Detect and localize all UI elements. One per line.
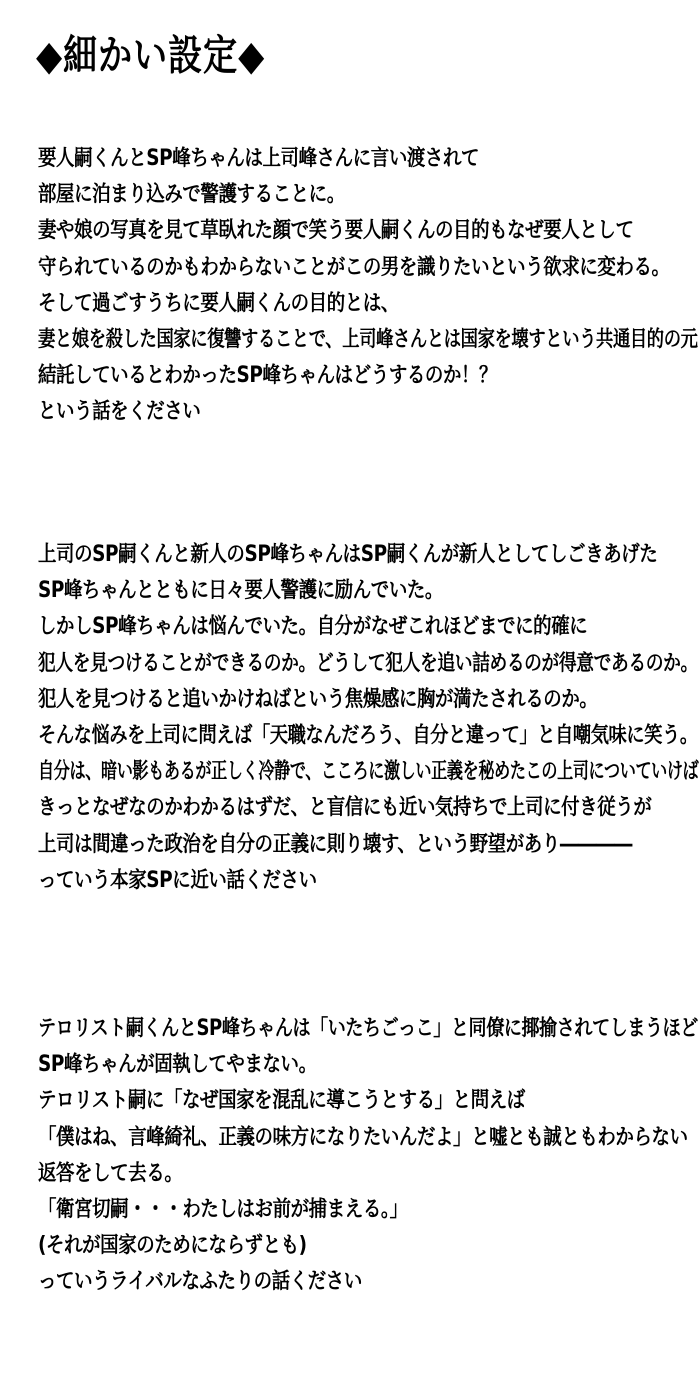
page-title: ◆細かい設定◆ [36,31,266,81]
text-line: 妻や娘の写真を見て草臥れた顔で笑う要人嗣くんの目的もなぜ要人として [38,218,634,244]
text-line: 結託しているとわかったSP峰ちゃんはどうするのか！？ [38,363,498,388]
text-line: 上司のSP嗣くんと新人のSP峰ちゃんはSP嗣くんが新人としてしごきあげた [38,542,658,567]
text-line: 犯人を見つけることができるのか。どうして犯人を追い詰めるのが得意であるのか。 [38,650,698,676]
text-line: 妻と娘を殺した国家に復讐することで、上司峰さんとは国家を壊すという共通目的の元 [38,326,698,352]
text-line: テロリスト嗣くんとSP峰ちゃんは「いたちごっこ」と同僚に揶揄されてしまうほど [38,1016,698,1041]
request-section-2 [38,537,700,899]
text-line: 上司は間違った政治を自分の正義に則り壊す、という野望があり―――― [38,831,633,857]
text-line: そして過ごすうちに要人嗣くんの目的とは、 [38,290,399,316]
text-line: 守られているのかもわからないことがこの男を識りたいという欲求に変わる。 [38,254,670,280]
text-line: という話をください [38,399,201,425]
text-line: しかしSP峰ちゃんは悩んでいた。自分がなぜこれほどまでに的確に [38,614,588,640]
text-line: っていうライバルなふたりの話ください [38,1269,362,1295]
request-section-3 [38,1011,700,1301]
text-line: テロリスト嗣に「なぜ国家を混乱に導こうとする」と問えば [38,1088,525,1114]
text-line: そんな悩みを上司に問えば「天職なんだろう、自分と違って」と自嘲気味に笑う。 [38,722,698,748]
request-section-1 [38,141,700,431]
text-line: SP峰ちゃんとともに日々要人警護に励んでいた。 [38,578,443,603]
text-line: 返答をして去る。 [38,1160,183,1186]
text-line: 部屋に泊まり込みで警護することに。 [38,182,345,207]
text-line: 「僕はね、言峰綺礼、正義の味方になりたいんだよ」と嘘とも誠ともわからない [38,1124,688,1150]
text-line: 自分は、暗い影もあるが正しく冷静で、こころに激しい正義を秘めたこの上司についていけば [38,759,699,784]
text-line: 要人嗣くんとSP峰ちゃんは上司峰さんに言い渡されて [38,146,480,171]
text-line: 「衛宮切嗣・・・わたしはお前が捕まえる。」 [38,1196,408,1222]
text-line: っていう本家SPに近い話ください [38,867,317,893]
text-line: SP峰ちゃんが固執してやまない。 [38,1052,317,1077]
text-line: (それが国家のためにならずとも) [38,1233,307,1258]
text-line: きっとなぜなのかわかるはずだ、と盲信にも近い気持ちで上司に付き従うが [38,795,652,821]
text-line: 犯人を見つけると追いかけねばという焦燥感に胸が満たされるのか。 [38,686,598,712]
